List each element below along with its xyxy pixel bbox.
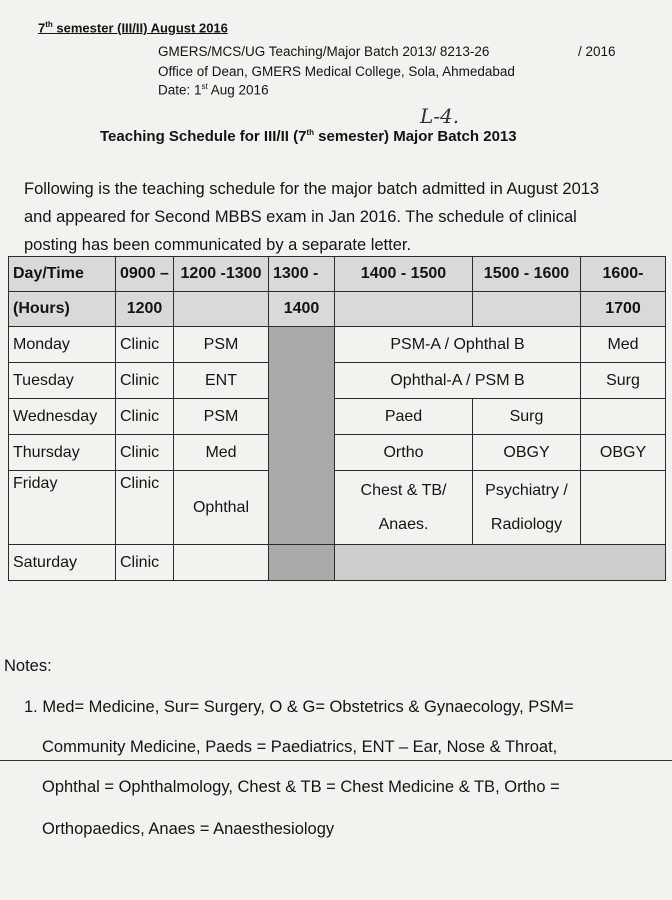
cell: Clinic (116, 399, 174, 435)
row-wednesday (9, 399, 666, 435)
header-1500: 1500 - 1600 (473, 257, 581, 292)
header-1400-end: 1400 (269, 292, 335, 327)
header-1400: 1400 - 1500 (335, 257, 473, 292)
cell: PSM-A / Ophthal B (335, 327, 581, 363)
cell: Paed (335, 399, 473, 435)
cell: PSM (174, 399, 269, 435)
semester-heading: 7th semester (III/II) August 2016 (38, 20, 228, 36)
cell: Clinic (116, 327, 174, 363)
cell: Surg (473, 399, 581, 435)
header-0900: 0900 – (116, 257, 174, 292)
header-1600: 1600- (581, 257, 666, 292)
cell (473, 471, 581, 545)
intro-line-1: Following is the teaching schedule for the major batch admitted in August 2013 (24, 180, 600, 198)
row-friday (9, 471, 666, 545)
cell: Surg (581, 363, 666, 399)
cell: Med (581, 327, 666, 363)
header-row-times (9, 257, 666, 292)
cell: Clinic (116, 545, 174, 581)
note-line-2: Community Medicine, Paeds = Paediatrics, ENT – Ear, Nose & Throat, (42, 738, 558, 756)
note-line-4: Orthopaedics, Anaes = Anaesthesiology (42, 820, 335, 838)
date-line: Date: 1st Aug 2016 (158, 82, 269, 98)
schedule-table (8, 256, 666, 581)
day-cell: Friday (9, 471, 116, 545)
intro-line-2: and appeared for Second MBBS exam in Jan 2016. The schedule of clinical (24, 208, 577, 226)
row-monday (9, 327, 666, 363)
office-line: Office of Dean, GMERS Medical College, Sola, Ahmedabad (158, 64, 515, 79)
header-1700-end: 1700 (581, 292, 666, 327)
cell: Clinic (116, 363, 174, 399)
cell: Clinic (116, 435, 174, 471)
cell-empty (581, 471, 666, 545)
row-tuesday (9, 363, 666, 399)
day-cell: Tuesday (9, 363, 116, 399)
lunch-column (269, 327, 335, 545)
cell-line: Radiology (490, 515, 563, 533)
cell: OBGY (581, 435, 666, 471)
cell: Ophthal-A / PSM B (335, 363, 581, 399)
header-hours: (Hours) (9, 292, 116, 327)
cell: OBGY (473, 435, 581, 471)
header-1300: 1300 - (269, 257, 335, 292)
cell: PSM (174, 327, 269, 363)
header-empty-3 (473, 292, 581, 327)
cell: Med (174, 435, 269, 471)
cell-empty (174, 545, 269, 581)
header-empty-1 (174, 292, 269, 327)
cell-shaded (269, 545, 335, 581)
cell: Ortho (335, 435, 473, 471)
cell-shaded (335, 545, 666, 581)
header-day-time: Day/Time (9, 257, 116, 292)
reference-year: / 2016 (578, 44, 616, 59)
divider-line (0, 760, 672, 761)
day-cell: Monday (9, 327, 116, 363)
cell: Ophthal (174, 471, 269, 545)
cell: Clinic (116, 471, 174, 545)
header-1200-end: 1200 (116, 292, 174, 327)
handwritten-note: L-4. (420, 104, 460, 128)
day-cell: Saturday (9, 545, 116, 581)
header-empty-2 (335, 292, 473, 327)
header-1200: 1200 -1300 (174, 257, 269, 292)
page-title: Teaching Schedule for III/II (7th semester) Major Batch 2013 (100, 128, 517, 145)
reference-number: GMERS/MCS/UG Teaching/Major Batch 2013/ 8213-26 (158, 44, 490, 59)
cell: ENT (174, 363, 269, 399)
intro-line-3: posting has been communicated by a separate letter. (24, 236, 412, 254)
cell-line: Psychiatry / (485, 481, 568, 499)
cell-line: Anaes. (378, 515, 429, 533)
day-cell: Wednesday (9, 399, 116, 435)
row-saturday (9, 545, 666, 581)
note-line-3: Ophthal = Ophthalmology, Chest & TB = Chest Medicine & TB, Ortho = (42, 778, 560, 796)
cell (335, 471, 473, 545)
row-thursday (9, 435, 666, 471)
cell-line: Chest & TB/ (360, 481, 447, 499)
notes-heading: Notes: (4, 657, 52, 675)
cell (581, 399, 666, 435)
header-row-hours (9, 292, 666, 327)
day-cell: Thursday (9, 435, 116, 471)
note-line-1: 1. Med= Medicine, Sur= Surgery, O & G= Obstetrics & Gynaecology, PSM= (24, 698, 574, 716)
intro-paragraph (24, 175, 664, 259)
